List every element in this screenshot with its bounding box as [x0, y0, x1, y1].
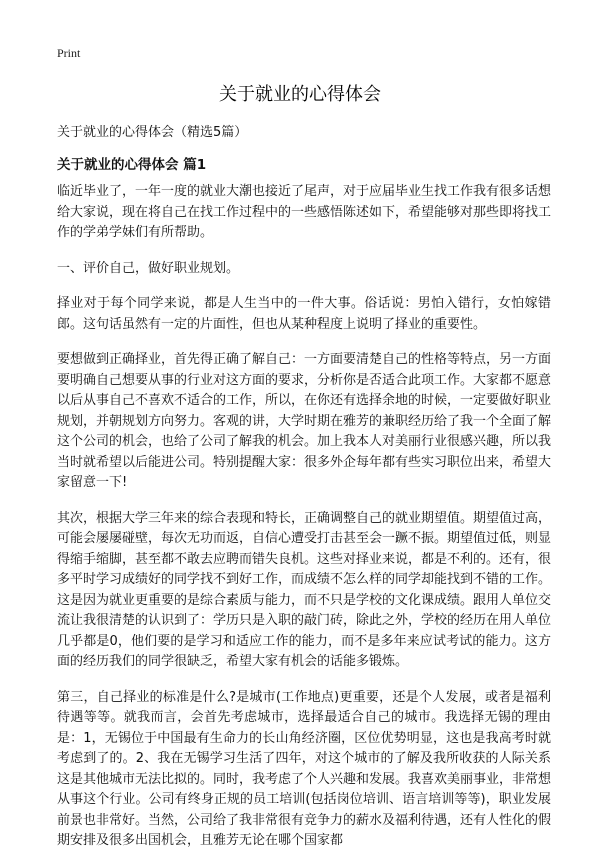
- paragraph-choosing-career: 择业对于每个同学来说，都是人生当中的一件大事。俗话说：男怕入错行，女怕嫁错郎。这句话虽然有一定的片面性，但也从某种程度上说明了择业的重要性。: [57, 296, 551, 332]
- document-subtitle: 关于就业的心得体会（精选5篇）: [57, 125, 248, 140]
- paragraph-intro: 临近毕业了，一年一度的就业大潮也接近了尾声，对于应届毕业生找工作我有很多话想给大家说，现在将自己在找工作过程中的一些感悟陈述如下，希望能够对那些即将找工作的学弟学妹们有所帮助。: [57, 184, 552, 240]
- document-body: [57, 182, 551, 867]
- paragraph-standards: 第三，自己择业的标准是什么?是城市(工作地点)更重要，还是个人发展，或者是福利待遇等等。就我而言，会首先考虑城市，选择最适合自己的城市。我选择无锡的理由是：1，无锡位于中国最有生命力的长山角经济圈，区位优势明显，这也是我高考时就考虑到了的。2、我在无锡学习生活了四年，对这个城市的了解及我所收获的人际关系这是其他城市无法比拟的。同时，我考虑了个人兴趣和发展。我喜欢美丽事业，非常想从事这个行业。公司有终身正规的员工培训(包括岗位培训、语言培训等等)，职业发展前景也非常好。当然，公司给了我非常很有竞争力的薪水及福利待遇，还有人性化的假期安排及很多出国机会，且雅芳无论在哪个国家都: [57, 689, 552, 848]
- paragraph-know-yourself: 要想做到正确择业，首先得正确了解自己：一方面要清楚自己的性格等特点，另一方面要明确自己想要从事的行业对这方面的要求，分析你是否适合此项工作。大家都不愿意以后从事自己不喜欢不适合的工作，所以，在你还有选择余地的时候，一定要做好职业规划，并朝规划方向努力。客观的讲，大学时期在雅芳的兼职经历给了我一个全面了解这个公司的机会，也给了公司了解我的机会。加上我本人对美丽行业很感兴趣，所以我当时就希望以后能进公司。特别提醒大家：很多外企每年都有些实习职位出来，希望大家留意一下!: [57, 352, 552, 490]
- document-title: 关于就业的心得体会: [219, 84, 381, 105]
- print-label: Print: [57, 46, 81, 60]
- paragraph-expectations: 其次，根据大学三年来的综合表现和特长，正确调整自己的就业期望值。期望值过高，可能会屡屡碰壁，每次无功而返，自信心遭受打击甚至会一蹶不振。期望值过低，则显得缩手缩脚，甚至都不敢去应聘而错失良机。这些对择业来说，都是不利的。还有，很多平时学习成绩好的同学找不到好工作，而成绩不怎么样的同学却能找到不错的工作。这是因为就业更重要的是综合素质与能力，而不只是学校的文化课成绩。跟用人单位交流让我很清楚的认识到了：学历只是入职的敲门砖，除此之外，学校的经历在用人单位几乎都是0，他们要的是学习和适应工作的能力，而不是多年来应试考试的能力。这方面的经历我们的同学很缺乏，希望大家有机会的话能多锻炼。: [57, 510, 552, 669]
- section-heading: 关于就业的心得体会 篇1: [57, 157, 207, 173]
- paragraph-heading-one: 一、评价自己，做好职业规划。: [57, 260, 240, 276]
